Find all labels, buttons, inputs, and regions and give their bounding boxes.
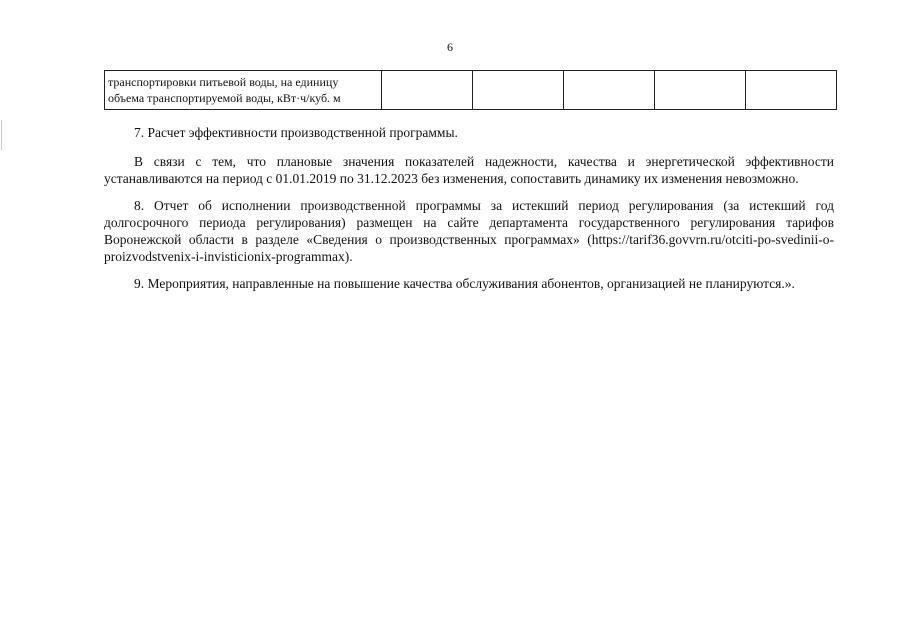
section-9-text: 9. Мероприятия, направленные на повышение качества обслуживания абонентов, организацией не планируются.». — [134, 276, 795, 291]
section-7-heading: 7. Расчет эффективности производственной программы. — [134, 125, 458, 140]
table-label-line: транспортировки питьевой воды, на единицу — [108, 75, 339, 89]
table-row — [105, 71, 837, 110]
section-8-text: 8. Отчет об исполнении производственной программы за истекший период регулирования (за истекший год долгосрочного периода регулирования) размещен на сайте департамента государственного регулирования тарифов Воронежской области в разделе «Сведения о производственных программах» (https://tarif36.govvrn.ru/otciti-po-svedinii-o-proizvodstvenix-i-invisticionix-programmax). — [104, 198, 834, 264]
indicator-table-fragment — [104, 70, 837, 110]
table-empty-cell — [382, 71, 473, 110]
page-number: 6 — [447, 40, 453, 54]
table-label-line: объема транспортируемой воды, кВт·ч/куб. м — [108, 91, 341, 105]
section-7-text: В связи с тем, что плановые значения показателей надежности, качества и энергетической эффективности устанавливаются на период с 01.01.2019 по 31.12.2023 без изменения, сопоставить динамику их изменения невозможно. — [104, 154, 834, 186]
document-body — [104, 124, 834, 302]
table-label-cell — [105, 71, 382, 110]
table-empty-cell — [473, 71, 564, 110]
scan-edge-mark — [1, 120, 2, 150]
table-empty-cell — [746, 71, 837, 110]
table-empty-cell — [655, 71, 746, 110]
table-empty-cell — [564, 71, 655, 110]
